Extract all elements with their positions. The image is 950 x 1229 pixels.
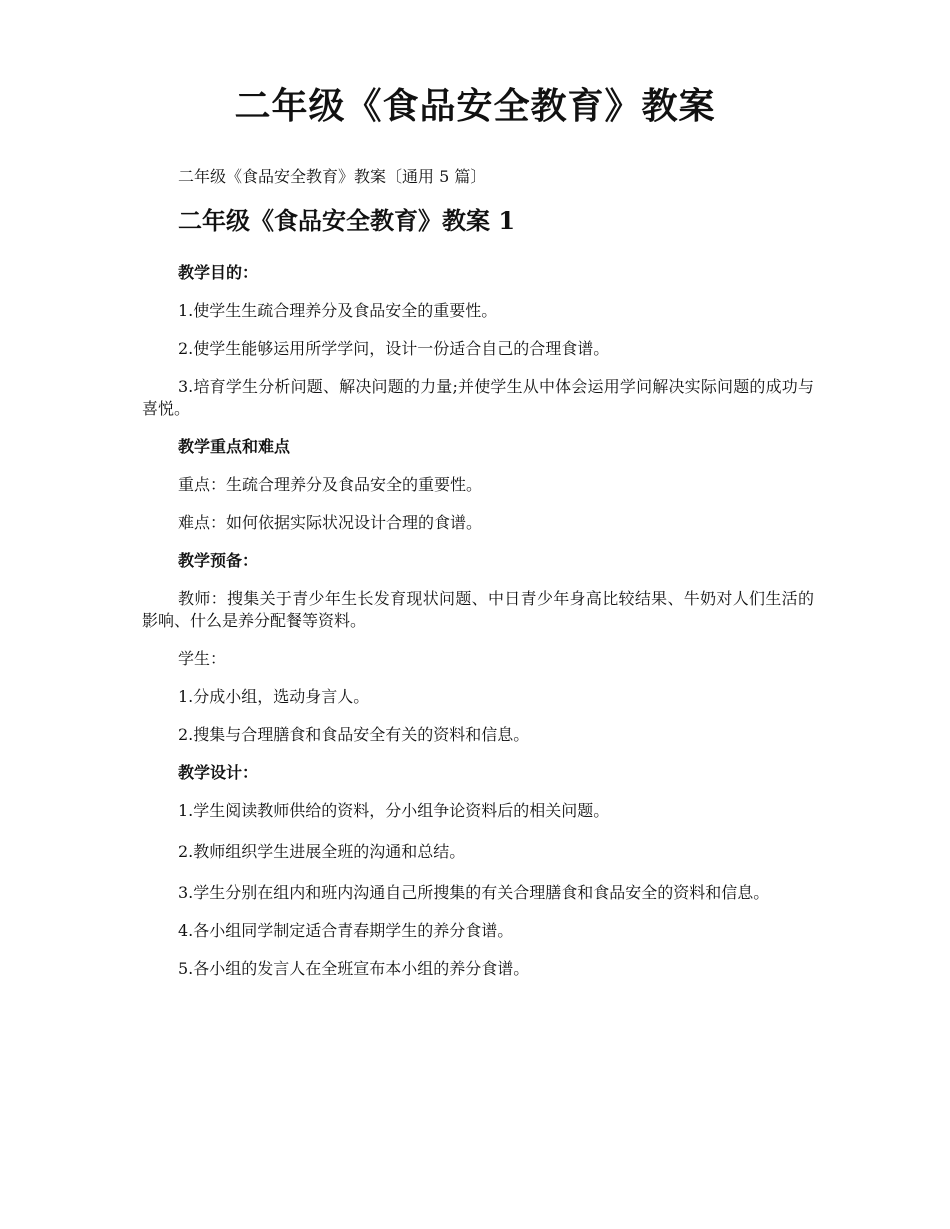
design-item-1: 1.学生阅读教师供给的资料，分小组争论资料后的相关问题。 bbox=[178, 801, 610, 820]
goal-item-3: 3.培育学生分析问题、解决问题的力量;并使学生从中体会运用学问解决实际问题的成功与喜悦。 bbox=[142, 377, 814, 418]
student-item-1: 1.分成小组，选动身言人。 bbox=[178, 687, 370, 706]
design-item-2: 2.教师组织学生进展全班的沟通和总结。 bbox=[178, 842, 466, 861]
design-item-3: 3.学生分别在组内和班内沟通自己所搜集的有关合理膳食和食品安全的资料和信息。 bbox=[178, 883, 770, 902]
document-body bbox=[142, 262, 814, 996]
section-heading: 二年级《食品安全教育》教案 1 bbox=[178, 206, 516, 235]
heading-preparation: 教学预备： bbox=[178, 551, 259, 570]
goal-item-2: 2.使学生能够运用所学学问，设计一份适合自己的合理食谱。 bbox=[178, 339, 610, 358]
page-title: 二年级《食品安全教育》教案 bbox=[234, 85, 716, 127]
design-item-5: 5.各小组的发言人在全班宣布本小组的养分食谱。 bbox=[178, 959, 530, 978]
document-subtitle: 二年级《食品安全教育》教案〔通用 5 篇〕 bbox=[178, 167, 487, 186]
design-item-4: 4.各小组同学制定适合青春期学生的养分食谱。 bbox=[178, 921, 514, 940]
heading-key-points: 教学重点和难点 bbox=[178, 437, 291, 456]
teacher-preparation: 教师：搜集关于青少年生长发育现状问题、中日青少年身高比较结果、牛奶对人们生活的影响、什么是养分配餐等资料。 bbox=[142, 589, 814, 630]
difficult-point: 难点：如何依据实际状况设计合理的食谱。 bbox=[178, 513, 483, 532]
heading-teaching-design: 教学设计： bbox=[178, 763, 259, 782]
key-point: 重点：生疏合理养分及食品安全的重要性。 bbox=[178, 475, 483, 494]
heading-teaching-goals: 教学目的： bbox=[178, 263, 259, 282]
student-item-2: 2.搜集与合理膳食和食品安全有关的资料和信息。 bbox=[178, 725, 530, 744]
student-label: 学生： bbox=[178, 649, 227, 668]
goal-item-1: 1.使学生生疏合理养分及食品安全的重要性。 bbox=[178, 301, 498, 320]
